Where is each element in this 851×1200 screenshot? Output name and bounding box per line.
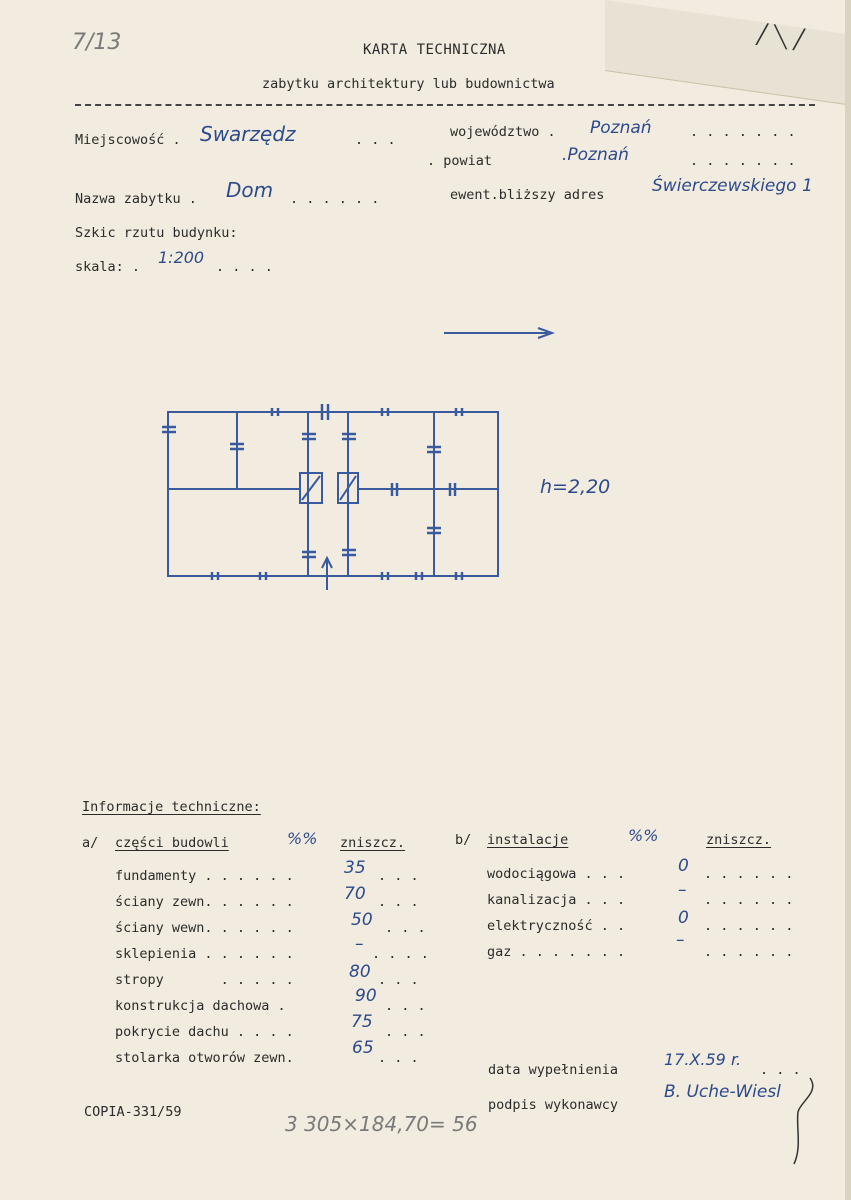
adres-value: Świerczewskiego 1 (652, 176, 813, 196)
b-row-dots: . . . . . . (704, 892, 794, 908)
a-row-value: – (355, 934, 364, 954)
powiat-dots: . . . . . . . (690, 153, 796, 169)
a-row-dots: . . . . (372, 946, 429, 962)
b-row-label: gaz . . . . . . . (487, 944, 626, 960)
b-row-value: 0 (678, 908, 689, 928)
corner-note: 7/13 (72, 30, 122, 55)
outer-wall (168, 412, 498, 576)
b-heading: instalacje (487, 832, 569, 848)
data-dots: . . . (760, 1062, 801, 1078)
page-title: KARTA TECHNICZNA (363, 42, 506, 58)
a-row-label: konstrukcja dachowa . (115, 998, 286, 1014)
a-row-label: ściany wewn. . . . . . (115, 920, 294, 936)
a-heading: części budowli (115, 835, 229, 851)
a-row-value: 80 (349, 962, 371, 982)
a-row-dots: . . . (378, 1050, 419, 1066)
a-row-dots: . . . (385, 920, 426, 936)
szkic-label: Szkic rzutu budynku: (75, 225, 238, 241)
b-row-value: – (678, 880, 687, 900)
nazwa-dots: . . . . . . (290, 191, 380, 207)
skala-dots: . . . . (216, 259, 273, 275)
wojewodztwo-label: województwo . (450, 124, 556, 140)
pencil-calculation: 3 305×184,70= 56 (285, 1112, 478, 1136)
a-row-dots: . . . (378, 868, 419, 884)
a-row-label: fundamenty . . . . . . (115, 868, 294, 884)
b-row-value: – (676, 930, 685, 950)
skala-value: 1:200 (158, 248, 205, 267)
b-row-dots: . . . . . . (704, 944, 794, 960)
adres-label: ewent.bliższy adres (450, 187, 605, 203)
a-row-dots: . . . (385, 1024, 426, 1040)
a-percent: %% (287, 829, 318, 848)
a-row-value: 75 (351, 1012, 373, 1032)
a-row-value: 90 (355, 986, 377, 1006)
miejscowosc-dots: . . . (355, 132, 396, 148)
wojewodztwo-value: Poznań (590, 118, 652, 138)
copia-code: COPIA-331/59 (84, 1104, 182, 1120)
nazwa-value: Dom (226, 178, 274, 202)
miejscowosc-value: Swarzędz (200, 122, 296, 146)
a-row-dots: . . . (385, 998, 426, 1014)
a-row-value: 65 (352, 1038, 374, 1058)
powiat-label: . powiat (427, 153, 493, 169)
nazwa-label: Nazwa zabytku . (75, 191, 197, 207)
podpis-label: podpis wykonawcy (488, 1097, 619, 1113)
b-percent: %% (628, 826, 659, 845)
a-row-label: sklepienia . . . . . . (115, 946, 294, 962)
signature-flourish (780, 1072, 820, 1172)
a-row-label: stolarka otworów zewn. (115, 1050, 294, 1066)
b-zniszcz: zniszcz. (706, 832, 772, 848)
b-row-label: wodociągowa . . . (487, 866, 626, 882)
a-row-label: stropy . . . . . (115, 972, 294, 988)
height-note: h=2,20 (540, 476, 611, 498)
a-prefix: a/ (82, 835, 99, 851)
a-row-label: pokrycie dachu . . . . (115, 1024, 294, 1040)
b-row-dots: . . . . . . (704, 866, 794, 882)
a-row-label: ściany zewn. . . . . . (115, 894, 294, 910)
a-row-value: 70 (344, 884, 366, 904)
corner-pen-marks: ╱ ╲ ╱ (756, 21, 805, 53)
signature: B. Uche-Wiesl (664, 1082, 781, 1102)
b-row-value: 0 (678, 856, 689, 876)
miejscowosc-label: Miejscowość . (75, 132, 181, 148)
data-label: data wypełnienia (488, 1062, 619, 1078)
data-value: 17.X.59 r. (664, 1050, 742, 1069)
wojewodztwo-dots: . . . . . . . (690, 124, 796, 140)
b-row-label: elektryczność . . (487, 918, 626, 934)
a-row-dots: . . . (378, 972, 419, 988)
info-heading: Informacje techniczne: (82, 799, 261, 815)
page-subtitle: zabytku architektury lub budownictwa (262, 76, 555, 92)
chimney-diag-1 (302, 476, 320, 500)
a-row-value: 35 (344, 858, 366, 878)
a-zniszcz: zniszcz. (340, 835, 406, 851)
b-row-dots: . . . . . . (704, 918, 794, 934)
b-row-label: kanalizacja . . . (487, 892, 626, 908)
skala-label: skala: . (75, 259, 141, 275)
powiat-value: .Poznań (562, 145, 629, 165)
b-prefix: b/ (455, 832, 472, 848)
a-row-value: 50 (351, 910, 373, 930)
a-row-dots: . . . (378, 894, 419, 910)
opening-marks (162, 404, 462, 580)
